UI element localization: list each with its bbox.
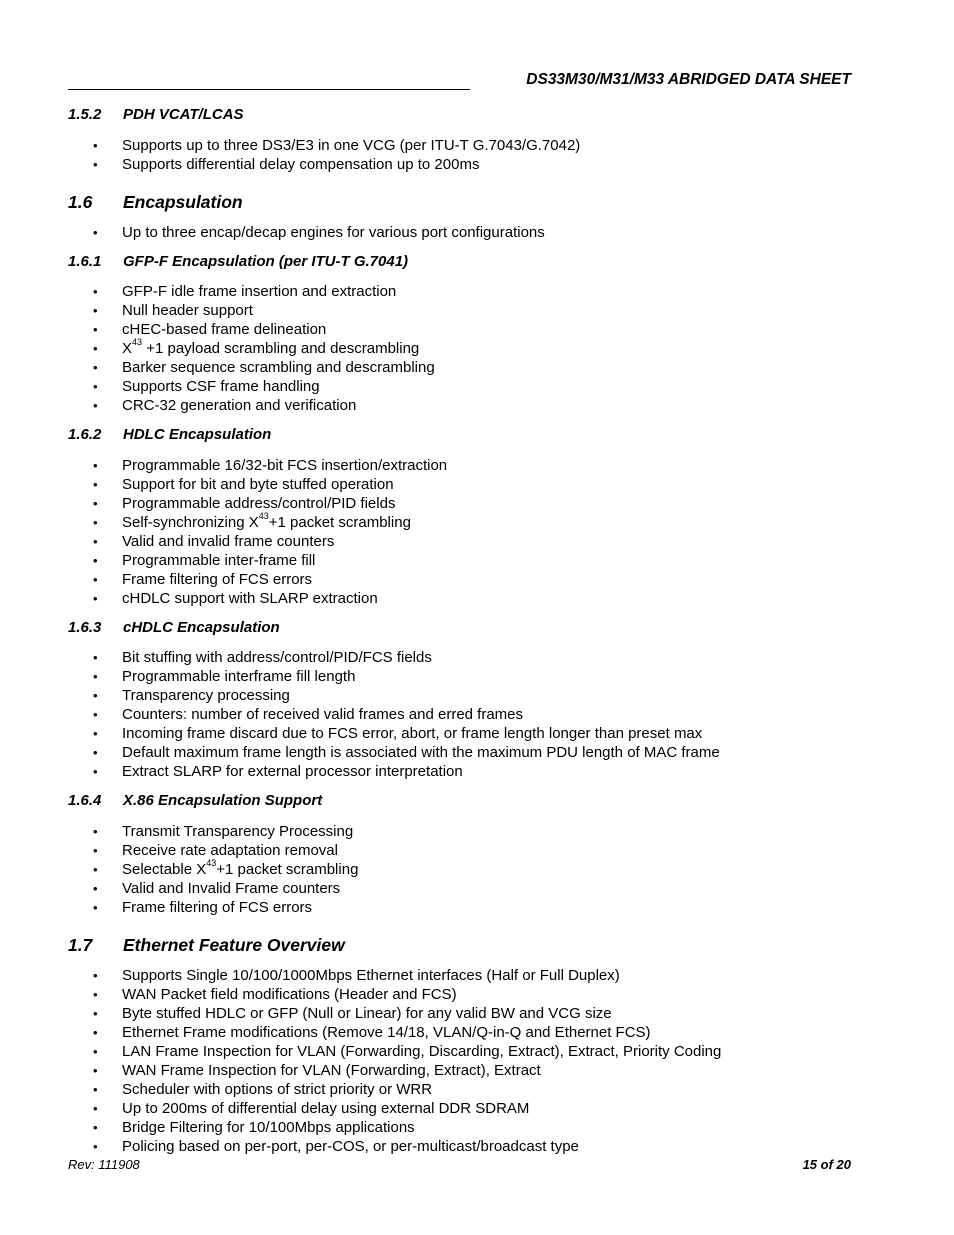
bullet-icon: • (93, 1139, 98, 1154)
item-text: cHDLC support with SLARP extraction (122, 590, 378, 607)
item-text: Self-synchronizing X (122, 514, 259, 531)
list-item (0, 1118, 721, 1137)
bullet-icon: • (93, 900, 98, 915)
bullet-icon: • (93, 515, 98, 530)
bullet-icon: • (93, 284, 98, 299)
heading-1-6-2 (68, 426, 271, 443)
item-text: Transparency processing (122, 687, 290, 704)
list-item (0, 648, 720, 667)
item-text: Bridge Filtering for 10/100Mbps applications (122, 1119, 415, 1136)
bullet-icon: • (93, 360, 98, 375)
list-item (0, 1080, 721, 1099)
bullet-icon: • (93, 987, 98, 1002)
section-title: GFP-F Encapsulation (per ITU-T G.7041) (123, 253, 409, 270)
item-text: Supports up to three DS3/E3 in one VCG (per ITU-T G.7043/G.7042) (122, 137, 581, 154)
list-1-5-2 (0, 136, 580, 174)
list-item (0, 985, 721, 1004)
list-1-6-1 (0, 282, 435, 415)
section-number: 1.6 (68, 192, 93, 212)
item-text: GFP-F idle frame insertion and extraction (122, 283, 397, 300)
bullet-icon: • (93, 669, 98, 684)
bullet-icon: • (93, 303, 98, 318)
bullet-icon: • (93, 862, 98, 877)
list-item (0, 879, 358, 898)
bullet-icon: • (93, 477, 98, 492)
list-item (0, 667, 720, 686)
item-text: Byte stuffed HDLC or GFP (Null or Linear) for any valid BW and VCG size (122, 1005, 612, 1022)
item-text: Supports CSF frame handling (122, 378, 320, 395)
list-item (0, 966, 721, 985)
heading-1-7 (68, 935, 345, 956)
section-number: 1.6.1 (68, 253, 102, 270)
bullet-icon: • (93, 1063, 98, 1078)
bullet-icon: • (93, 764, 98, 779)
bullet-icon: • (93, 650, 98, 665)
section-number: 1.7 (68, 935, 93, 955)
list-item (0, 686, 720, 705)
bullet-icon: • (93, 1101, 98, 1116)
item-text: Support for bit and byte stuffed operation (122, 476, 394, 493)
heading-1-6-1 (68, 253, 408, 270)
bullet-icon: • (93, 496, 98, 511)
bullet-icon: • (93, 707, 98, 722)
superscript: 43 (258, 511, 269, 521)
list-item (0, 155, 580, 174)
list-item (0, 494, 447, 513)
list-item (0, 743, 720, 762)
bullet-icon: • (93, 968, 98, 983)
item-text: Selectable X (122, 861, 207, 878)
item-text-tail: +1 packet scrambling (268, 514, 411, 531)
list-item (0, 1004, 721, 1023)
item-text: Policing based on per-port, per-COS, or per-multicast/broadcast type (122, 1138, 579, 1155)
section-number: 1.5.2 (68, 106, 102, 123)
list-item (0, 1137, 721, 1156)
bullet-icon: • (93, 824, 98, 839)
item-text: Up to three encap/decap engines for various port configurations (122, 224, 545, 241)
list-item (0, 724, 720, 743)
item-text: WAN Frame Inspection for VLAN (Forwarding, Extract), Extract (122, 1062, 541, 1079)
section-title: X.86 Encapsulation Support (123, 792, 323, 809)
list-item (0, 223, 545, 242)
list-1-7 (0, 966, 721, 1156)
list-1-6-2 (0, 456, 447, 608)
bullet-icon: • (93, 157, 98, 172)
list-item (0, 1023, 721, 1042)
item-text: Incoming frame discard due to FCS error, abort, or frame length longer than preset max (122, 725, 703, 742)
superscript: 43 (132, 337, 143, 347)
bullet-icon: • (93, 534, 98, 549)
list-item (0, 1061, 721, 1080)
bullet-icon: • (93, 572, 98, 587)
item-text: Counters: number of received valid frames and erred frames (122, 706, 524, 723)
list-item (0, 513, 447, 532)
heading-1-5-2 (68, 106, 244, 123)
item-text: Default maximum frame length is associated with the maximum PDU length of MAC frame (122, 744, 720, 761)
section-number: 1.6.2 (68, 426, 102, 443)
item-text: Programmable interframe fill length (122, 668, 356, 685)
list-item (0, 377, 435, 396)
heading-1-6-4 (68, 792, 322, 809)
bullet-icon: • (93, 225, 98, 240)
item-text: Supports Single 10/100/1000Mbps Ethernet interfaces (Half or Full Duplex) (122, 967, 620, 984)
bullet-icon: • (93, 1006, 98, 1021)
bullet-icon: • (93, 379, 98, 394)
list-item (0, 762, 720, 781)
item-text: Programmable address/control/PID fields (122, 495, 396, 512)
list-item (0, 358, 435, 377)
bullet-icon: • (93, 1082, 98, 1097)
item-text: Receive rate adaptation removal (122, 842, 338, 859)
list-item (0, 456, 447, 475)
list-item (0, 320, 435, 339)
list-item (0, 589, 447, 608)
bullet-icon: • (93, 688, 98, 703)
bullet-icon: • (93, 726, 98, 741)
bullet-icon: • (93, 458, 98, 473)
item-text: WAN Packet field modifications (Header and FCS) (122, 986, 457, 1003)
item-text: Frame filtering of FCS errors (122, 899, 313, 916)
header-rule (68, 89, 470, 90)
bullet-icon: • (93, 843, 98, 858)
list-item (0, 860, 358, 879)
bullet-icon: • (93, 1025, 98, 1040)
list-item (0, 822, 358, 841)
bullet-icon: • (93, 398, 98, 413)
list-item (0, 282, 435, 301)
section-title: HDLC Encapsulation (123, 426, 272, 443)
section-number: 1.6.3 (68, 619, 102, 636)
list-item (0, 705, 720, 724)
section-title: cHDLC Encapsulation (123, 619, 280, 636)
bullet-icon: • (93, 881, 98, 896)
item-text: CRC-32 generation and verification (122, 397, 357, 414)
item-text-x: X (122, 340, 133, 357)
list-item (0, 551, 447, 570)
bullet-icon: • (93, 341, 98, 356)
page-header-title: DS33M30/M31/M33 ABRIDGED DATA SHEET (526, 71, 851, 88)
list-item (0, 136, 580, 155)
item-text: +1 payload scrambling and descrambling (146, 340, 420, 357)
item-text: Transmit Transparency Processing (122, 823, 354, 840)
list-item (0, 339, 435, 358)
footer-page-number: 15 of 20 (802, 1157, 851, 1172)
list-item (0, 841, 358, 860)
list-item (0, 1042, 721, 1061)
heading-1-6-3 (68, 619, 280, 636)
item-text: cHEC-based frame delineation (122, 321, 327, 338)
list-item (0, 475, 447, 494)
section-title: Encapsulation (123, 192, 243, 212)
list-item (0, 396, 435, 415)
section-title: PDH VCAT/LCAS (123, 106, 244, 123)
list-item (0, 570, 447, 589)
item-text: Valid and invalid frame counters (122, 533, 335, 550)
bullet-icon: • (93, 553, 98, 568)
item-text: Frame filtering of FCS errors (122, 571, 313, 588)
heading-1-6 (68, 192, 243, 213)
item-text: Extract SLARP for external processor interpretation (122, 763, 463, 780)
item-text: Bit stuffing with address/control/PID/FCS fields (122, 649, 432, 666)
list-item (0, 898, 358, 917)
item-text: Scheduler with options of strict priority or WRR (122, 1081, 433, 1098)
list-1-6 (0, 223, 545, 242)
bullet-icon: • (93, 1044, 98, 1059)
footer-revision: Rev: 111908 (68, 1157, 140, 1172)
list-1-6-3 (0, 648, 720, 781)
item-text: Barker sequence scrambling and descrambling (122, 359, 435, 376)
item-text: Programmable 16/32-bit FCS insertion/extraction (122, 457, 448, 474)
bullet-icon: • (93, 1120, 98, 1135)
bullet-icon: • (93, 138, 98, 153)
section-title: Ethernet Feature Overview (123, 935, 345, 955)
item-text-tail: +1 packet scrambling (216, 861, 359, 878)
item-text: Valid and Invalid Frame counters (122, 880, 341, 897)
list-item (0, 1099, 721, 1118)
item-text: Ethernet Frame modifications (Remove 14/18, VLAN/Q-in-Q and Ethernet FCS) (122, 1024, 651, 1041)
item-text: Null header support (122, 302, 253, 319)
list-item (0, 532, 447, 551)
bullet-icon: • (93, 745, 98, 760)
item-text: LAN Frame Inspection for VLAN (Forwarding, Discarding, Extract), Extract, Priority Coding (122, 1043, 722, 1060)
bullet-icon: • (93, 322, 98, 337)
list-item (0, 301, 435, 320)
superscript: 43 (206, 858, 217, 868)
section-number: 1.6.4 (68, 792, 102, 809)
item-text: Programmable inter-frame fill (122, 552, 316, 569)
item-text: Supports differential delay compensation up to 200ms (122, 156, 480, 173)
bullet-icon: • (93, 591, 98, 606)
list-1-6-4 (0, 822, 358, 917)
item-text: Up to 200ms of differential delay using external DDR SDRAM (122, 1100, 530, 1117)
